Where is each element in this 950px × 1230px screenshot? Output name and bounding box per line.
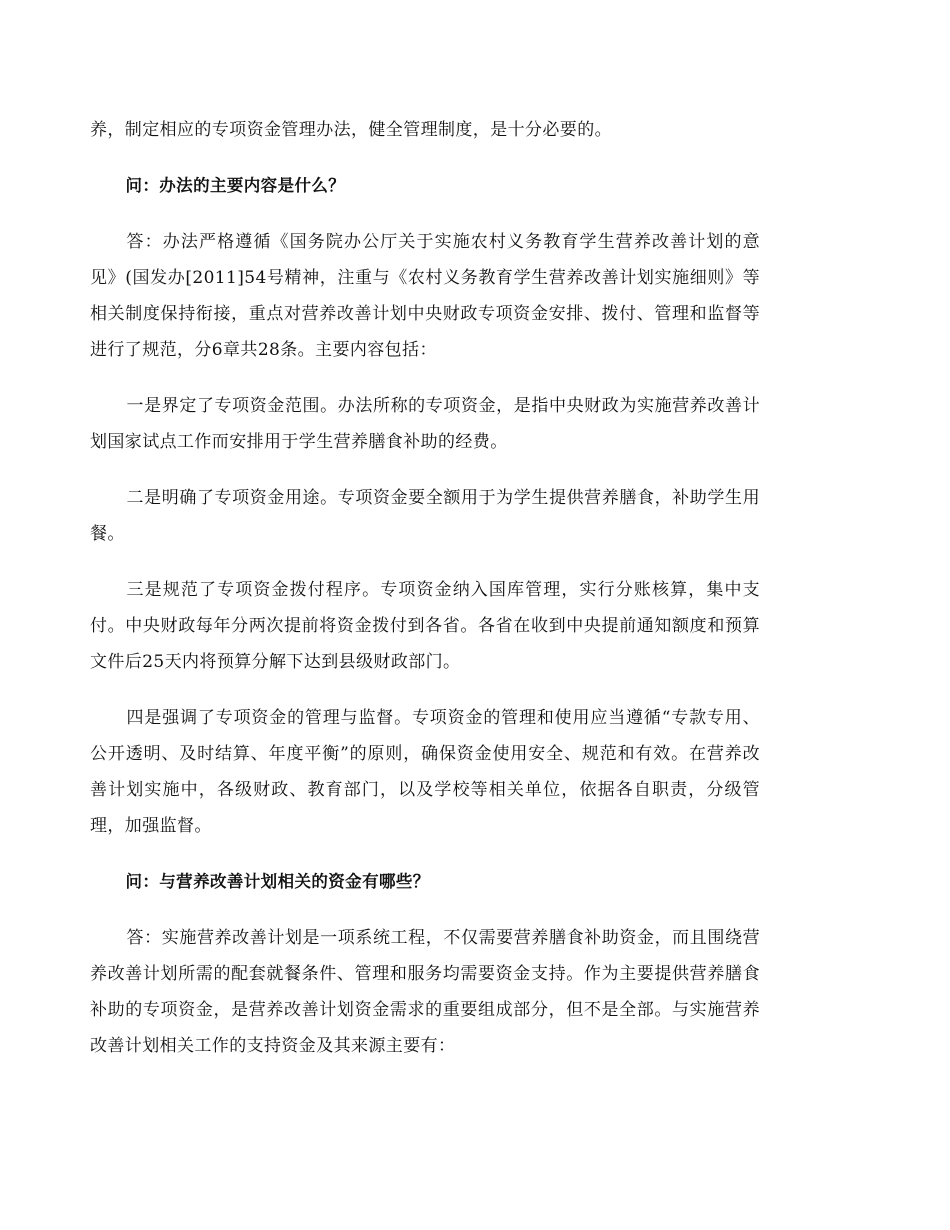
paragraph-item-one: 一是界定了专项资金范围。办法所称的专项资金，是指中央财政为实施营养改善计划国家试点工作而安排用于学生营养膳食补助的经费。: [90, 396, 760, 452]
answer-paragraph-related-funds: 答：实施营养改善计划是一项系统工程，不仅需要营养膳食补助资金，而且围绕营养改善计划所需的配套就餐条件、管理和服务均需要资金支持。作为主要提供营养膳食补助的专项资金，是营养改善计划资金需求的重要组成部分，但不是全部。与实施营养改善计划相关工作的支持资金及其来源主要有：: [90, 928, 760, 1056]
question-heading-related-funds: 问：与营养改善计划相关的资金有哪些？: [125, 872, 430, 891]
paragraph-item-three: 三是规范了专项资金拨付程序。专项资金纳入国库管理，实行分账核算，集中支付。中央财政每年分两次提前将资金拨付到各省。各省在收到中央提前通知额度和预算文件后25天内将预算分解下达到县级财政部门。: [90, 580, 760, 672]
answer-paragraph-main-content: 答：办法严格遵循《国务院办公厅关于实施农村义务教育学生营养改善计划的意见》(国发办[2011]54号精神，注重与《农村义务教育学生营养改善计划实施细则》等相关制度保持衔接，重点对营养改善计划中央财政专项资金安排、拨付、管理和监督等进行了规范，分6章共28条。主要内容包括：: [90, 232, 760, 360]
paragraph-item-two: 二是明确了专项资金用途。专项资金要全额用于为学生提供营养膳食，补助学生用餐。: [90, 488, 760, 544]
question-heading-main-content: 问：办法的主要内容是什么？: [125, 176, 346, 195]
paragraph-continuation: 养，制定相应的专项资金管理办法，健全管理制度，是十分必要的。: [90, 120, 612, 140]
paragraph-item-four: 四是强调了专项资金的管理与监督。专项资金的管理和使用应当遵循“专款专用、公开透明、及时结算、年度平衡”的原则，确保资金使用安全、规范和有效。在营养改善计划实施中，各级财政、教育部门，以及学校等相关单位，依据各自职责，分级管理，加强监督。: [90, 708, 760, 836]
document-body: [90, 112, 760, 1084]
